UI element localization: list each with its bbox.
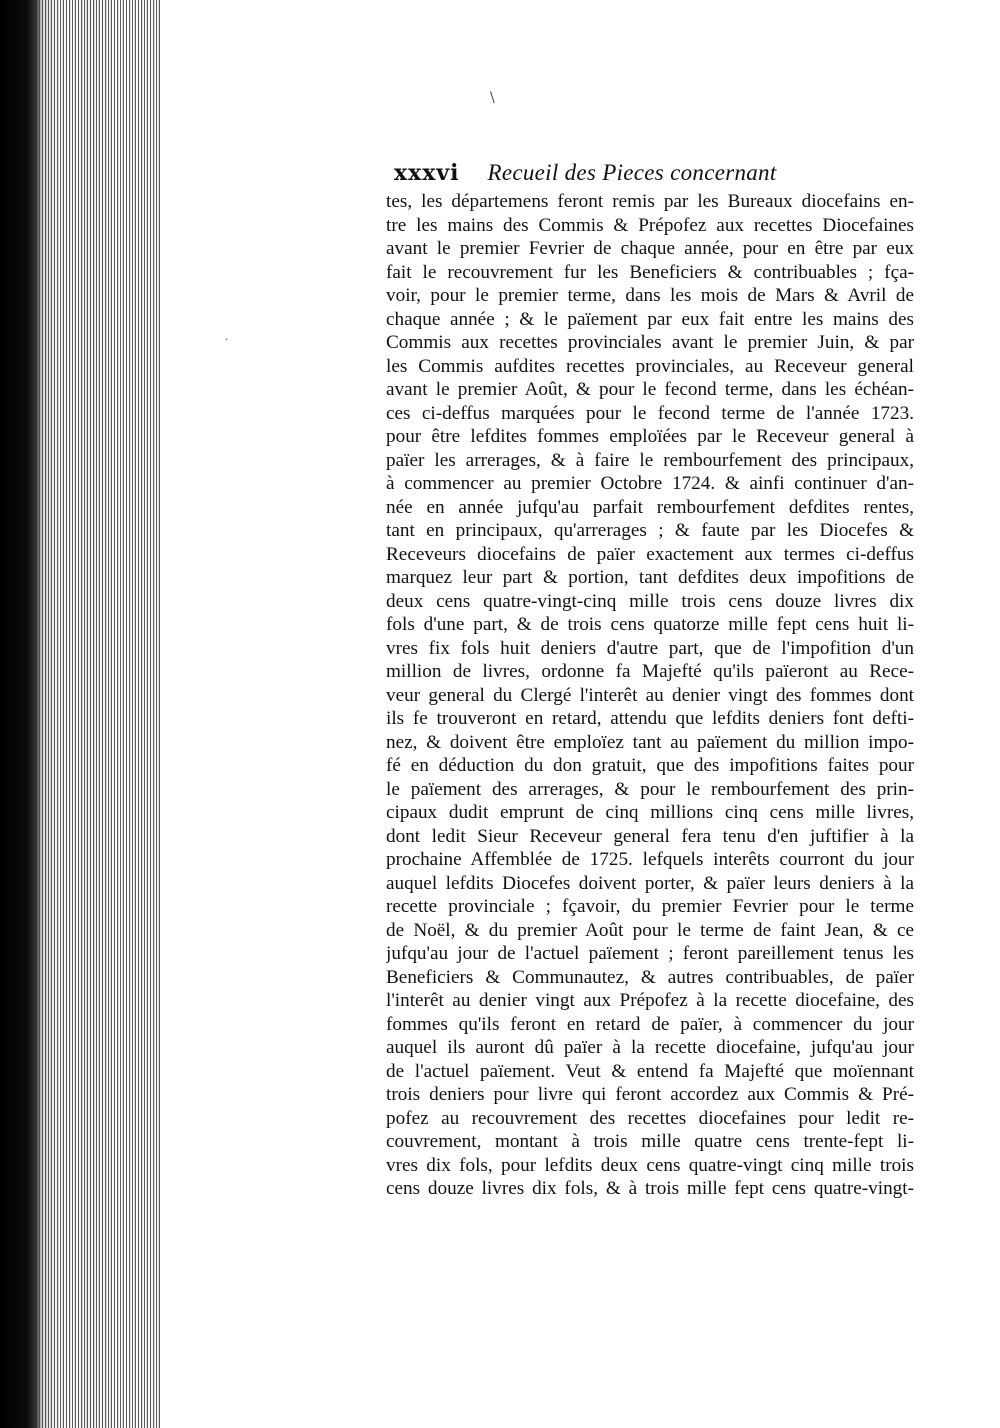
text-line: fé en déduction du don gratuit, que des impofitions faites pour — [386, 755, 914, 776]
text-line: deux cens quatre-vingt-cinq mille trois cens douze livres dix — [386, 590, 914, 612]
text-line: avant le premier Fevrier de chaque année, pour en être par eux — [386, 238, 914, 259]
text-line: avant le premier Août, & pour le fecond terme, dans les échéan- — [386, 379, 914, 400]
text-line: Beneficiers & Communautez, & autres contribuables, de païer — [386, 966, 914, 988]
text-line: cens douze livres dix fols, & à trois mille fept cens quatre-vingt- — [386, 1178, 914, 1199]
text-line: prochaine Affemblée de 1725. lefquels interêts courront du jour — [386, 849, 914, 870]
text-line: million de livres, ordonne fa Majefté qu'ils païeront au Rece- — [386, 661, 914, 682]
text-line: marquez leur part & portion, tant defdites deux impofitions de — [386, 567, 914, 588]
text-line: couvrement, montant à trois mille quatre cens trente-fept li- — [386, 1131, 914, 1152]
text-line: de Noël, & du premier Août pour le terme de faint Jean, & ce — [386, 919, 914, 941]
text-line: le païement des arrerages, & pour le rembourfement des prin- — [386, 778, 914, 800]
text-line: tre les mains des Commis & Prépofez aux recettes Diocefaines — [386, 214, 914, 236]
text-line: Receveurs diocefains de païer exactement aux termes ci-deffus — [386, 543, 914, 565]
text-line: dont ledit Sieur Receveur general fera tenu d'en juftifier à la — [386, 825, 914, 847]
text-line: vres dix fols, pour lefdits deux cens quatre-vingt cinq mille trois — [386, 1154, 914, 1176]
text-line: chaque année ; & le païement par eux fait entre les mains des — [386, 308, 914, 330]
text-line: recette provinciale ; fçavoir, du premier Fevrier pour le terme — [386, 896, 914, 917]
text-line: pour être lefdites fommes emploïées par le Receveur general à — [386, 426, 914, 447]
text-line: veur general du Clergé l'interêt au denier vingt des fommes dont — [386, 684, 914, 706]
text-line: tant en principaux, qu'arrerages ; & faute par les Diocefes & — [386, 520, 914, 541]
text-line: jufqu'au jour de l'actuel païement ; feront pareillement tenus les — [386, 943, 914, 964]
text-line: fait le recouvrement fur les Beneficiers & contribuables ; fça- — [386, 261, 914, 283]
text-line: païer les arrerages, & à faire le rembourfement des principaux, — [386, 449, 914, 471]
book-binding-shadow — [0, 0, 42, 1428]
text-line: de l'actuel païement. Veut & entend fa Majefté que moïennant — [386, 1060, 914, 1082]
body-text — [386, 190, 914, 1201]
running-title: Recueil des Pieces concernant — [487, 160, 777, 185]
text-line: auquel lefdits Diocefes doivent porter, & païer leurs deniers à la — [386, 872, 914, 894]
page-number: xxxvi — [394, 160, 460, 186]
page-text-block — [386, 160, 914, 1201]
text-line: nez, & doivent être emploïez tant au païement du million impo- — [386, 731, 914, 753]
text-line: fommes qu'ils feront en retard de païer, à commencer du jour — [386, 1013, 914, 1035]
text-line: à commencer au premier Octobre 1724. & ainfi continuer d'an- — [386, 473, 914, 494]
text-line: pofez au recouvrement des recettes diocefaines pour ledit re- — [386, 1107, 914, 1129]
text-line: ces ci-deffus marquées pour le fecond terme de l'année 1723. — [386, 402, 914, 424]
text-line: tes, les départemens feront remis par les Bureaux diocefains en- — [386, 191, 914, 212]
text-line: voir, pour le premier terme, dans les mois de Mars & Avril de — [386, 285, 914, 306]
page-header — [394, 160, 914, 190]
text-line: fols d'une part, & de trois cens quatorze mille fept cens huit li- — [386, 614, 914, 635]
scan-speck: · — [225, 335, 229, 346]
text-line: cipaux dudit emprunt de cinq millions cinq cens mille livres, — [386, 802, 914, 823]
text-line: vres fix fols huit deniers d'autre part, que de l'impofition d'un — [386, 637, 914, 659]
text-line: auquel ils auront dû païer à la recette diocefaine, jufqu'au jour — [386, 1037, 914, 1058]
text-line: ils fe trouveront en retard, attendu que lefdits deniers font defti- — [386, 708, 914, 729]
text-line: les Commis aufdites recettes provinciales, au Receveur general — [386, 355, 914, 377]
scan-speck: \ — [490, 90, 495, 106]
text-line: trois deniers pour livre qui feront accordez aux Commis & Pré- — [386, 1084, 914, 1105]
text-line: née en année jufqu'au parfait rembourfement defdites rentes, — [386, 496, 914, 518]
text-line: l'interêt au denier vingt aux Prépofez à la recette diocefaine, des — [386, 990, 914, 1011]
page-stack-lines — [42, 0, 160, 1428]
text-line: Commis aux recettes provinciales avant le premier Juin, & par — [386, 332, 914, 353]
